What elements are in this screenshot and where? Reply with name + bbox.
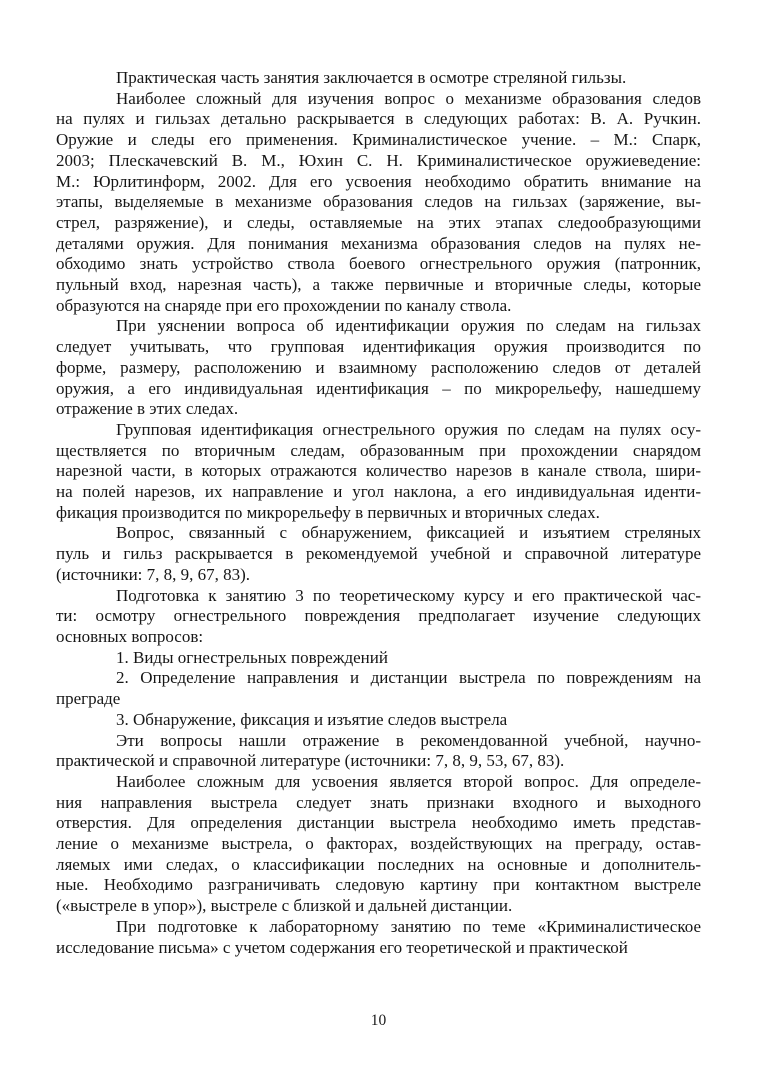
text-line: исследование письма» с учетом содержания его теоретической и практической: [56, 937, 628, 957]
paragraph-8: [56, 668, 701, 709]
text-line: фикация производится по микрорельефу в первичных и вторичных следах.: [56, 502, 600, 522]
paragraph-12: [56, 917, 701, 958]
text-line: 1. Виды огнестрельных повреждений: [116, 647, 388, 667]
paragraph-9: [56, 710, 701, 731]
text-line: деталями оружия. Для понимания механизма образования следов на пулях не-: [56, 233, 701, 253]
text-line: Вопрос, связанный с обнаружением, фиксацией и изъятием стреляных: [116, 523, 701, 543]
text-line: пульный вход, нарезная часть), а также первичные и вторичные следы, которые: [56, 275, 701, 295]
text-line: Эти вопросы нашли отражение в рекомендованной учебной, научно-: [116, 730, 701, 750]
text-line: ществляется по вторичным следам, образованным при прохождении снарядом: [56, 440, 701, 460]
text-line: При уяснении вопроса об идентификации оружия по следам на гильзах: [116, 316, 701, 336]
text-line: на полей нарезов, их направление и угол наклона, а его индивидуальная иденти-: [56, 482, 701, 502]
paragraph-5: [56, 523, 701, 585]
text-line: следует учитывать, что групповая идентификация оружия производится по: [56, 337, 701, 357]
text-line: ния направления выстрела следует знать признаки входного и выходного: [56, 792, 701, 812]
text-line: стрел, разряжение), и следы, оставляемые на этих этапах следообразующими: [56, 212, 701, 232]
text-line: отражение в этих следах.: [56, 399, 239, 419]
text-line: Наиболее сложным для усвоения является второй вопрос. Для определе-: [116, 771, 701, 791]
paragraph-1: [56, 68, 701, 89]
text-line: обходимо знать устройство ствола боевого огнестрельного оружия (патронник,: [56, 254, 701, 274]
text-line: 3. Обнаружение, фиксация и изъятие следов выстрела: [116, 709, 508, 729]
text-line: оружия, а его индивидуальная идентификация – по микрорельефу, нашедшему: [56, 378, 701, 398]
text-line: Подготовка к занятию 3 по теоретическому курсу и его практической час-: [116, 585, 701, 605]
page-number: 10: [370, 1012, 387, 1029]
text-line: 2003; Плескачевский В. М., Юхин С. Н. Криминалистическое оружиеведение:: [56, 150, 701, 170]
text-line: ляемых ими следах, о классификации последних на основные и дополнитель-: [56, 854, 701, 874]
text-line: Практическая часть занятия заключается в осмотре стреляной гильзы.: [116, 68, 627, 87]
paragraph-11: [56, 772, 701, 917]
paragraph-3: [56, 316, 701, 420]
text-line: («выстреле в упор»), выстреле с близкой и дальней дистанции.: [56, 896, 513, 916]
text-line: М.: Юрлитинформ, 2002. Для его усвоения необходимо обратить внимание на: [56, 171, 701, 191]
text-line: При подготовке к лабораторному занятию по теме «Криминалистическое: [116, 916, 701, 936]
text-line: Оружие и следы его применения. Криминалистическое учение. – М.: Спарк,: [56, 130, 701, 150]
paragraph-7: [56, 648, 701, 669]
text-line: ти: осмотру огнестрельного повреждения предполагает изучение следующих: [56, 606, 701, 626]
text-line: форме, размеру, расположению и взаимному расположению следов от деталей: [56, 357, 701, 377]
text-line: Групповая идентификация огнестрельного оружия по следам на пулях осу-: [116, 419, 701, 439]
paragraph-10: [56, 731, 701, 772]
text-line: (источники: 7, 8, 9, 67, 83).: [56, 564, 251, 584]
text-line: основных вопросов:: [56, 626, 204, 646]
text-line: образуются на снаряде при его прохождении по каналу ствола.: [56, 295, 512, 315]
text-line: отверстия. Для определения дистанции выстрела необходимо иметь представ-: [56, 813, 701, 833]
text-line: пуль и гильз раскрывается в рекомендуемой учебной и справочной литературе: [56, 544, 701, 564]
paragraph-4: [56, 420, 701, 524]
paragraph-2: [56, 89, 701, 317]
text-block: [56, 68, 701, 958]
text-line: Наиболее сложный для изучения вопрос о механизме образования следов: [116, 88, 701, 108]
text-line: 2. Определение направления и дистанции выстрела по повреждениям на: [116, 668, 701, 688]
text-line: нарезной части, в которых отражаются количество нарезов в канале ствола, шири-: [56, 461, 701, 481]
text-line: этапы, выделяемые в механизме образования следов на гильзах (заряжение, вы-: [56, 192, 701, 212]
text-line: ление о механизме выстрела, о факторах, воздействующих на преграду, остав-: [56, 834, 701, 854]
text-line: на пулях и гильзах детально раскрывается в следующих работах: В. А. Ручкин.: [56, 109, 701, 129]
paragraph-6: [56, 586, 701, 648]
text-line: практической и справочной литературе (источники: 7, 8, 9, 53, 67, 83).: [56, 751, 565, 771]
text-line: ные. Необходимо разграничивать следовую картину при контактном выстреле: [56, 875, 701, 895]
text-line: преграде: [56, 689, 121, 709]
